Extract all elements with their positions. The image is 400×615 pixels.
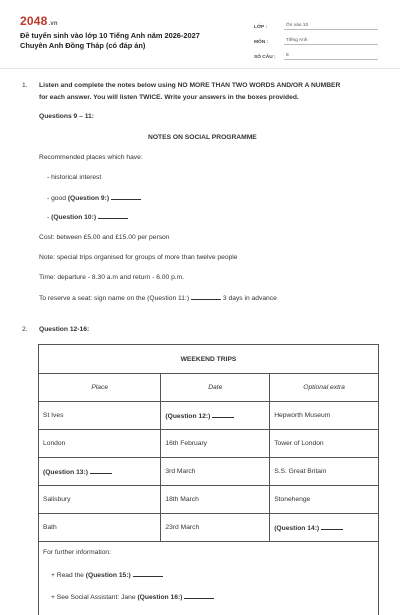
table-title: WEEKEND TRIPS [39,345,379,374]
answer-blank-q14[interactable] [321,524,343,530]
section1-number: 1. [22,82,28,89]
question-10-label: (Question 10:) [51,214,96,221]
time-line: Time: departure - 8.30 a.m and return - 6.00 p.m. [39,274,184,281]
table-title-row [39,345,379,374]
place-item-q9 [47,194,141,202]
table-row [39,458,379,486]
question-9-label: (Question 9:) [68,195,109,202]
further-info-see [43,593,374,615]
cell-date: 18th March [161,486,270,514]
cell-place: Salisbury [39,486,161,514]
document-meta [254,15,378,60]
table-row [39,514,379,542]
further-info-row [39,542,379,615]
cell-date: 23rd March [161,514,270,542]
column-header-date: Date [161,374,270,402]
meta-subject-value: Tiếng Anh [284,38,378,45]
answer-blank-q16[interactable] [184,593,214,599]
item3-prefix: - [47,214,51,221]
question-14-label: (Question 14:) [274,525,319,532]
answer-blank-q15[interactable] [133,571,163,577]
logo-domain: .vn [49,21,58,27]
note-line: Note: special trips organised for groups of more than twelve people [39,254,238,261]
question-12-label: (Question 12:) [165,413,210,420]
cell-extra: Tower of London [270,430,379,458]
meta-class-label: LỚP : [254,25,284,30]
see-prefix: + See Social Assistant: Jane [51,594,137,601]
questions-9-11-label: Questions 9 – 11: [39,113,94,120]
cell-extra: Stonehenge [270,486,379,514]
section2-number: 2. [22,326,28,333]
cell-extra: Hepworth Museum [270,402,379,430]
answer-blank-q9[interactable] [111,194,141,200]
notes-title: NOTES ON SOCIAL PROGRAMME [148,134,257,141]
reserve-line [39,294,277,302]
cell-place: St Ives [39,402,161,430]
answer-blank-q12[interactable] [212,412,234,418]
section1-instruction-line1: Listen and complete the notes below using NO MORE THAN TWO WORDS AND/OR A NUMBER [39,82,340,89]
table-header-row [39,374,379,402]
document-title-line2: Chuyên Anh Đồng Tháp (có đáp án) [20,41,200,51]
read-prefix: + Read the [51,572,86,579]
weekend-trips-table [38,344,379,615]
further-info-read [43,571,374,593]
cost-line: Cost: between £5.00 and £15.00 per person [39,234,170,241]
cell-place: London [39,430,161,458]
cell-extra [270,514,379,542]
meta-class [254,15,378,30]
question-16-label: (Question 16:) [137,594,182,601]
cell-date: 16th February [161,430,270,458]
cell-date: 3rd March [161,458,270,486]
answer-blank-q13[interactable] [90,468,112,474]
cell-date [161,402,270,430]
answer-blank-q11[interactable] [191,294,221,300]
document-title [20,31,200,51]
meta-class-value: Ôn vào 10 [284,23,378,30]
section1-instruction-line2: for each answer. You will listen TWICE. Write your answers in the boxes provided. [39,94,299,101]
logo-text: 2048 [20,14,48,28]
meta-count-label: SỐ CÂU : [254,55,284,60]
reserve-prefix: To reserve a seat: sign name on the (Question 11:) [39,295,189,302]
table-row [39,402,379,430]
cell-place: Bath [39,514,161,542]
further-info-cell [39,542,379,615]
place-item-q10 [47,213,128,221]
column-header-optional-extra: Optional extra [270,374,379,402]
meta-subject-label: MÔN : [254,40,284,45]
questions-12-16-label: Question 12-16: [39,326,89,333]
place-item-historical: - historical interest [47,174,101,181]
meta-count-value: 8 [284,53,378,60]
cell-place [39,458,161,486]
answer-blank-q10[interactable] [98,213,128,219]
table-row [39,486,379,514]
cell-extra: S.S. Great Britain [270,458,379,486]
column-header-place: Place [39,374,161,402]
question-15-label: (Question 15:) [86,572,131,579]
table-row [39,430,379,458]
item2-prefix: - good [47,195,68,202]
further-info-heading: For further information: [43,549,374,571]
meta-subject [254,30,378,45]
document-header [0,0,400,62]
places-intro: Recommended places which have: [39,154,143,161]
reserve-suffix: 3 days in advance [223,295,277,302]
question-13-label: (Question 13:) [43,469,88,476]
meta-question-count [254,45,378,60]
document-title-line1: Đề tuyển sinh vào lớp 10 Tiếng Anh năm 2026-2027 [20,31,200,41]
site-logo[interactable] [20,14,58,28]
header-divider [0,68,400,69]
